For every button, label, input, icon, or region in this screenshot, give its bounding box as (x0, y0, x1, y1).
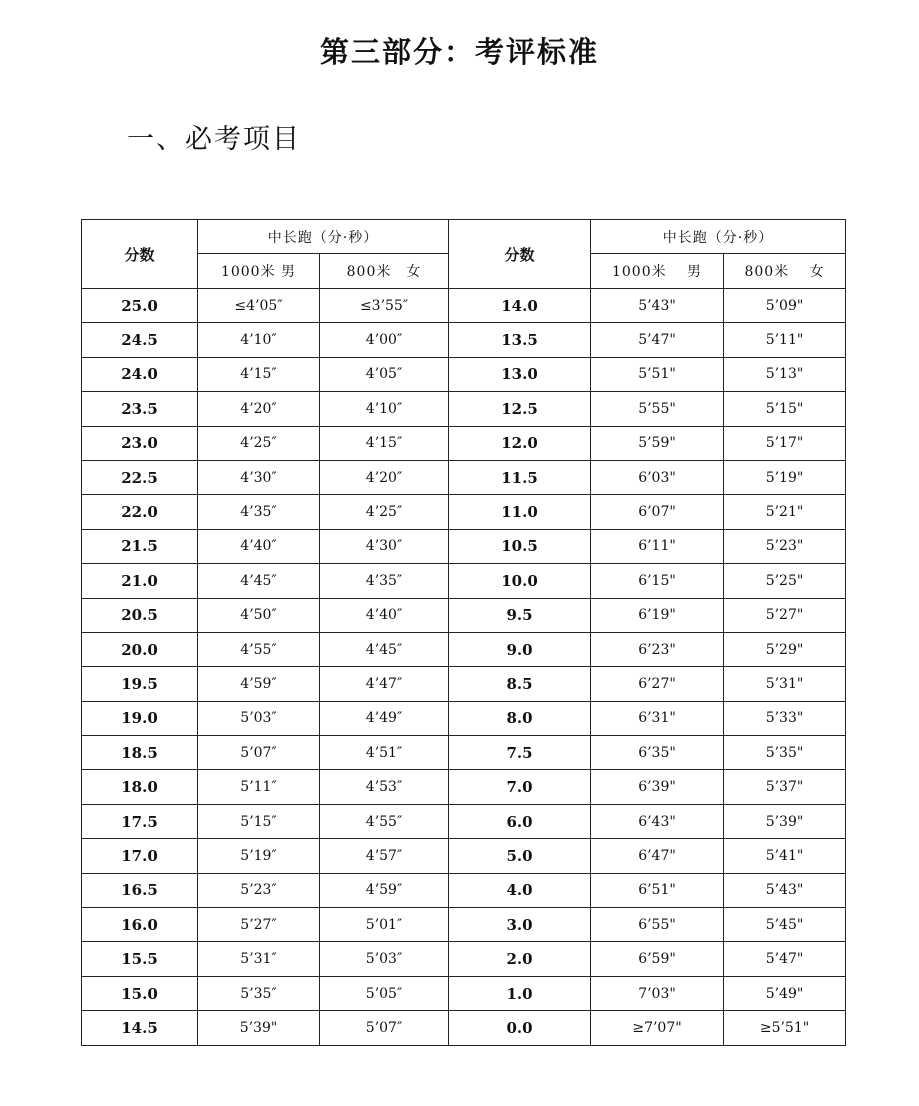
male-time-cell: ≤4’05″ (198, 289, 320, 323)
female-time-cell: 5’09" (724, 289, 846, 323)
female-time-cell: 4’00″ (320, 323, 449, 357)
male-time-cell: 4’45″ (198, 564, 320, 598)
table-row (82, 908, 846, 942)
table-row (82, 804, 846, 838)
female-time-cell: 4’51″ (320, 736, 449, 770)
table-row (82, 357, 846, 391)
male-time-cell: 6’31" (591, 701, 724, 735)
male-time-cell: 5’51" (591, 357, 724, 391)
male-time-cell: 5’11″ (198, 770, 320, 804)
male-header-left: 1000米 男 (198, 254, 320, 289)
female-header-right: 800米 女 (724, 254, 846, 289)
table-row (82, 460, 846, 494)
score-cell: 13.0 (449, 357, 591, 391)
score-cell: 19.0 (82, 701, 198, 735)
score-cell: 17.5 (82, 804, 198, 838)
table-row (82, 873, 846, 907)
score-cell: 7.5 (449, 736, 591, 770)
male-time-cell: 6’15" (591, 564, 724, 598)
score-cell: 21.0 (82, 564, 198, 598)
table-row (82, 598, 846, 632)
table-row (82, 564, 846, 598)
male-time-cell: 6’03" (591, 460, 724, 494)
score-cell: 8.0 (449, 701, 591, 735)
score-cell: 1.0 (449, 976, 591, 1010)
male-time-cell: 5’47" (591, 323, 724, 357)
female-time-cell: ≤3’55″ (320, 289, 449, 323)
table-row (82, 323, 846, 357)
male-time-cell: 5’07″ (198, 736, 320, 770)
female-time-cell: 4’05″ (320, 357, 449, 391)
male-time-cell: 6’39" (591, 770, 724, 804)
score-cell: 8.5 (449, 667, 591, 701)
male-time-cell: 5’59" (591, 426, 724, 460)
female-time-cell: 5’05″ (320, 976, 449, 1010)
male-time-cell: 6’55" (591, 908, 724, 942)
female-time-cell: 5’41" (724, 839, 846, 873)
score-cell: 15.5 (82, 942, 198, 976)
score-cell: 17.0 (82, 839, 198, 873)
score-cell: 19.5 (82, 667, 198, 701)
male-time-cell: 6’51" (591, 873, 724, 907)
female-time-cell: 5’29" (724, 632, 846, 666)
female-time-cell: 4’47″ (320, 667, 449, 701)
male-time-cell: 5’23″ (198, 873, 320, 907)
male-time-cell: 5’19″ (198, 839, 320, 873)
score-cell: 15.0 (82, 976, 198, 1010)
score-cell: 23.0 (82, 426, 198, 460)
male-header-right: 1000米 男 (591, 254, 724, 289)
group-header-right: 中长跑（分·秒） (591, 220, 846, 254)
female-time-cell: 5’25" (724, 564, 846, 598)
female-time-cell: 4’20″ (320, 460, 449, 494)
female-header-left: 800米 女 (320, 254, 449, 289)
score-cell: 13.5 (449, 323, 591, 357)
score-cell: 21.5 (82, 529, 198, 563)
table-row (82, 529, 846, 563)
female-time-cell: 4’57″ (320, 839, 449, 873)
male-time-cell: 4’25″ (198, 426, 320, 460)
score-cell: 11.5 (449, 460, 591, 494)
score-cell: 24.0 (82, 357, 198, 391)
score-cell: 6.0 (449, 804, 591, 838)
group-header-left: 中长跑（分·秒） (198, 220, 449, 254)
female-time-cell: 4’49″ (320, 701, 449, 735)
male-time-cell: 5’27″ (198, 908, 320, 942)
score-cell: 20.5 (82, 598, 198, 632)
table-row (82, 942, 846, 976)
male-time-cell: 4’35″ (198, 495, 320, 529)
female-time-cell: 5’47" (724, 942, 846, 976)
male-time-cell: 4’59″ (198, 667, 320, 701)
male-time-cell: 5’55" (591, 392, 724, 426)
score-cell: 0.0 (449, 1011, 591, 1045)
score-cell: 23.5 (82, 392, 198, 426)
male-time-cell: 5’31″ (198, 942, 320, 976)
male-time-cell: 4’30″ (198, 460, 320, 494)
female-time-cell: 5’27" (724, 598, 846, 632)
female-time-cell: 4’55″ (320, 804, 449, 838)
female-time-cell: 5’17" (724, 426, 846, 460)
female-time-cell: 5’01″ (320, 908, 449, 942)
female-time-cell: 5’07″ (320, 1011, 449, 1045)
female-time-cell: 5’03″ (320, 942, 449, 976)
male-time-cell: 4’10″ (198, 323, 320, 357)
score-cell: 12.5 (449, 392, 591, 426)
table-row (82, 736, 846, 770)
table-row (82, 392, 846, 426)
table-body (82, 289, 846, 1046)
female-time-cell: 5’19" (724, 460, 846, 494)
score-cell: 14.5 (82, 1011, 198, 1045)
male-time-cell: ≥7’07" (591, 1011, 724, 1045)
female-time-cell: 5’11" (724, 323, 846, 357)
table-row (82, 839, 846, 873)
male-time-cell: 5’39" (198, 1011, 320, 1045)
male-time-cell: 4’20″ (198, 392, 320, 426)
table-row (82, 1011, 846, 1045)
score-header-left: 分数 (82, 220, 198, 289)
table-row (82, 701, 846, 735)
female-time-cell: 4’10″ (320, 392, 449, 426)
table-row (82, 976, 846, 1010)
table-header-row (82, 220, 846, 254)
score-cell: 14.0 (449, 289, 591, 323)
score-cell: 22.0 (82, 495, 198, 529)
female-time-cell: ≥5’51" (724, 1011, 846, 1045)
female-time-cell: 5’21" (724, 495, 846, 529)
female-time-cell: 4’25″ (320, 495, 449, 529)
male-time-cell: 4’50″ (198, 598, 320, 632)
section-title: 一、必考项目 (127, 124, 301, 155)
score-cell: 2.0 (449, 942, 591, 976)
male-time-cell: 7’03" (591, 976, 724, 1010)
score-table (81, 219, 846, 1046)
female-time-cell: 4’53″ (320, 770, 449, 804)
male-time-cell: 6’43" (591, 804, 724, 838)
female-time-cell: 5’45" (724, 908, 846, 942)
score-cell: 9.0 (449, 632, 591, 666)
female-time-cell: 4’45″ (320, 632, 449, 666)
male-time-cell: 5’03″ (198, 701, 320, 735)
female-time-cell: 5’37" (724, 770, 846, 804)
score-cell: 24.5 (82, 323, 198, 357)
female-time-cell: 4’40″ (320, 598, 449, 632)
female-time-cell: 5’13" (724, 357, 846, 391)
male-time-cell: 4’40″ (198, 529, 320, 563)
female-time-cell: 4’35″ (320, 564, 449, 598)
table-row (82, 770, 846, 804)
score-header-right: 分数 (449, 220, 591, 289)
male-time-cell: 6’19" (591, 598, 724, 632)
male-time-cell: 6’23" (591, 632, 724, 666)
score-cell: 10.0 (449, 564, 591, 598)
score-cell: 18.0 (82, 770, 198, 804)
male-time-cell: 6’35" (591, 736, 724, 770)
female-time-cell: 5’15" (724, 392, 846, 426)
female-time-cell: 4’59″ (320, 873, 449, 907)
score-cell: 5.0 (449, 839, 591, 873)
female-time-cell: 5’35" (724, 736, 846, 770)
score-cell: 11.0 (449, 495, 591, 529)
female-time-cell: 5’33" (724, 701, 846, 735)
female-time-cell: 5’49" (724, 976, 846, 1010)
female-time-cell: 5’43" (724, 873, 846, 907)
male-time-cell: 4’55″ (198, 632, 320, 666)
male-time-cell: 5’15″ (198, 804, 320, 838)
male-time-cell: 5’35″ (198, 976, 320, 1010)
male-time-cell: 6’11" (591, 529, 724, 563)
score-cell: 22.5 (82, 460, 198, 494)
score-cell: 20.0 (82, 632, 198, 666)
table-row (82, 667, 846, 701)
score-cell: 9.5 (449, 598, 591, 632)
female-time-cell: 5’31" (724, 667, 846, 701)
table-row (82, 495, 846, 529)
score-cell: 12.0 (449, 426, 591, 460)
score-cell: 10.5 (449, 529, 591, 563)
female-time-cell: 5’39" (724, 804, 846, 838)
page-title: 第三部分：考评标准 (319, 35, 599, 69)
female-time-cell: 5’23" (724, 529, 846, 563)
female-time-cell: 4’30″ (320, 529, 449, 563)
male-time-cell: 6’27" (591, 667, 724, 701)
male-time-cell: 5’43" (591, 289, 724, 323)
female-time-cell: 4’15″ (320, 426, 449, 460)
table-row (82, 426, 846, 460)
score-cell: 18.5 (82, 736, 198, 770)
male-time-cell: 4’15″ (198, 357, 320, 391)
table-row (82, 632, 846, 666)
table-row (82, 289, 846, 323)
score-cell: 16.0 (82, 908, 198, 942)
score-cell: 25.0 (82, 289, 198, 323)
male-time-cell: 6’07" (591, 495, 724, 529)
male-time-cell: 6’47" (591, 839, 724, 873)
score-cell: 7.0 (449, 770, 591, 804)
score-cell: 4.0 (449, 873, 591, 907)
male-time-cell: 6’59" (591, 942, 724, 976)
score-cell: 3.0 (449, 908, 591, 942)
score-cell: 16.5 (82, 873, 198, 907)
